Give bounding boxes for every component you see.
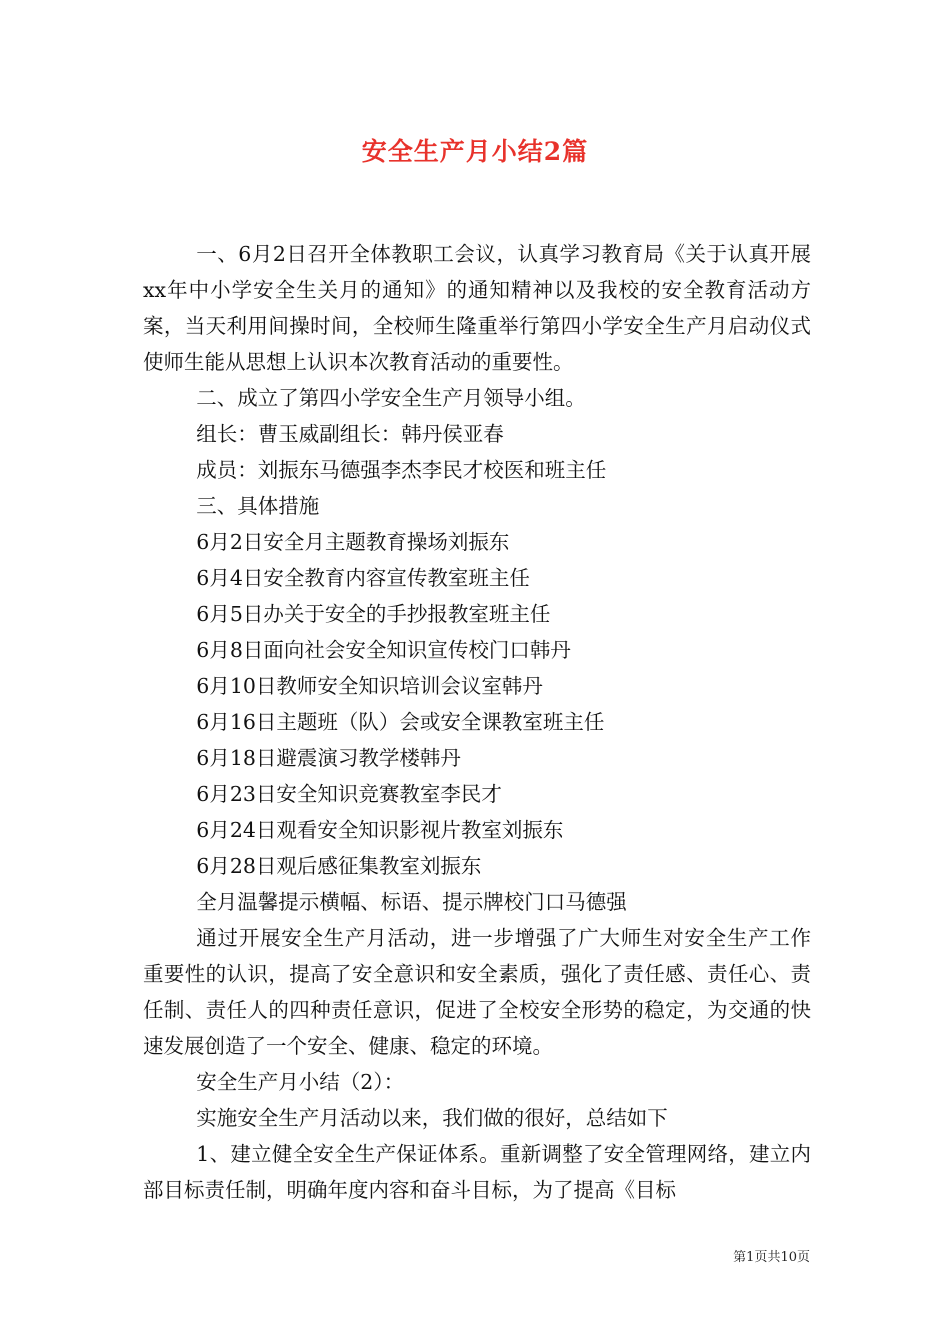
paragraph: 1、建立健全安全生产保证体系。重新调整了安全管理网络，建立内部目标责任制，明确年度内容和奋斗目标，为了提高《目标: [143, 1142, 811, 1202]
schedule-item: 6月10日教师安全知识培训会议室韩丹: [196, 674, 543, 698]
schedule-item: 6月24日观看安全知识影视片教室刘振东: [196, 818, 564, 842]
paragraph: 成员：刘振东马德强李杰李民才校医和班主任: [196, 458, 607, 482]
page-footer: 第1页共10页: [733, 1250, 810, 1265]
schedule-item: 6月2日安全月主题教育操场刘振东: [196, 530, 510, 554]
schedule-item: 全月温馨提示横幅、标语、提示牌校门口马德强: [196, 890, 627, 914]
paragraph: 三、具体措施: [196, 494, 320, 518]
schedule-item: 6月4日安全教育内容宣传教室班主任: [196, 566, 530, 590]
document-body: [143, 236, 811, 1208]
paragraph: 组长：曹玉威副组长：韩丹侯亚春: [196, 422, 504, 446]
document-title: 安全生产月小结2篇: [361, 137, 589, 166]
schedule-item: 6月23日安全知识竞赛教室李民才: [196, 782, 502, 806]
schedule-item: 6月18日避震演习教学楼韩丹: [196, 746, 461, 770]
schedule-item: 6月5日办关于安全的手抄报教室班主任: [196, 602, 551, 626]
section-heading: 安全生产月小结（2）：: [196, 1070, 405, 1094]
paragraph: 实施安全生产月活动以来，我们做的很好，总结如下: [196, 1106, 668, 1130]
paragraph: 通过开展安全生产月活动，进一步增强了广大师生对安全生产工作重要性的认识，提高了安全意识和安全素质，强化了责任感、责任心、责任制、责任人的四种责任意识，促进了全校安全形势的稳定，为交通的快速发展创造了一个安全、健康、稳定的环境。: [143, 926, 811, 1058]
schedule-item: 6月28日观后感征集教室刘振东: [196, 854, 482, 878]
paragraph: 一、6月2日召开全体教职工会议，认真学习教育局《关于认真开展xx年中小学安全生关月的通知》的通知精神以及我校的安全教育活动方案，当天利用间操时间，全校师生隆重举行第四小学安全生产月启动仪式使师生能从思想上认识本次教育活动的重要性。: [143, 242, 811, 374]
schedule-item: 6月8日面向社会安全知识宣传校门口韩丹: [196, 638, 571, 662]
schedule-item: 6月16日主题班（队）会或安全课教室班主任: [196, 710, 605, 734]
paragraph: 二、成立了第四小学安全生产月领导小组。: [196, 386, 586, 410]
